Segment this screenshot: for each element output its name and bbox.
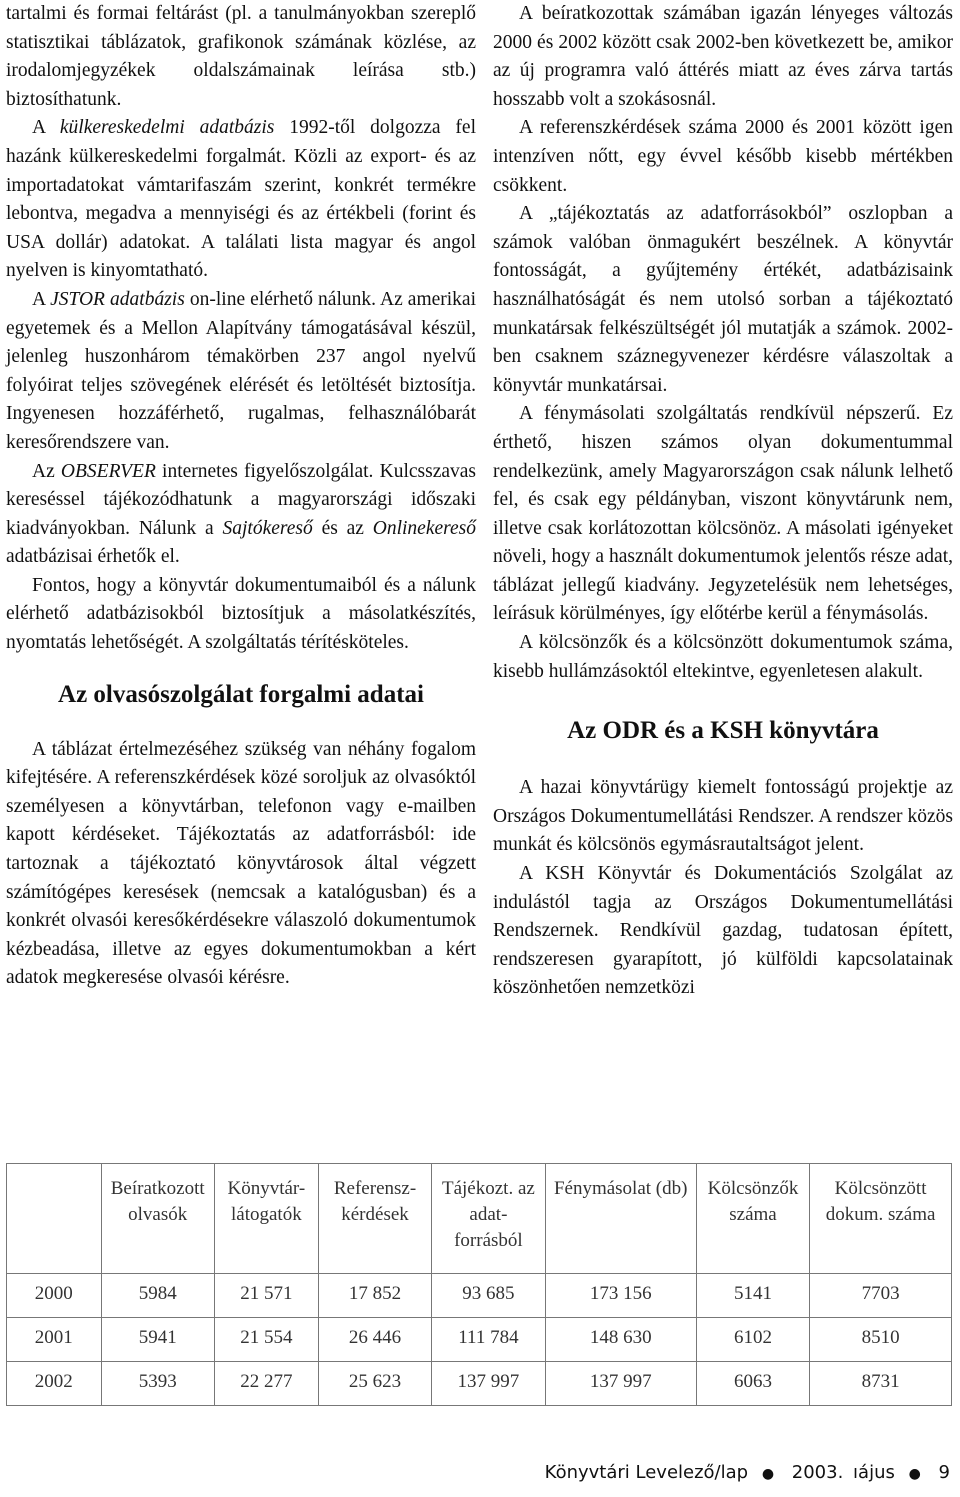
paragraph: A JSTOR adatbázis on-line elérhető nálunk. Az amerikai egyetemek és a Mellon Alapítvány támogatásával készül, jelenleg huszonhárom témakörben 237 angol nyelvű folyóirat teljes szövegének elérését és letöltését biztosítja. Ingyenesen hozzáférhető, rugalmas, felhasználóbarát keresőrendszere van.: [6, 288, 476, 453]
table-cell: 5984: [101, 1274, 214, 1318]
database-name: Onlinekereső: [372, 517, 476, 539]
paragraph: A „tájékoztatás az adatforrásokból” oszlopban a számok valóban önmagukért beszélnek. A könyvtár fontosságát, a gyűjtemény értékét, adatbázisaink használhatóságát és nem utolsó sorban a tájékoztató munkatársak felkészültségét jól mutatják a számok. 2002-ben csaknem száznegyvenezer kérdésre válaszoltak a könyvtár munkatársai.: [493, 203, 953, 396]
table-header-cell: Könyvtár-látogatók: [214, 1164, 318, 1274]
database-name: OBSERVER: [60, 460, 156, 482]
table-row: [7, 1362, 952, 1406]
paragraph: A fénymásolati szolgáltatás rendkívül népszerű. Ez érthető, hiszen számos olyan dokumentummal rendelkezünk, amely Magyarországon csak nálunk lelhető fel, és csak egy példányban, viszont könyvtárunk nem, illetve csak korlátozottan kölcsönöz. A másolati igényeket növeli, hogy a használt dokumentumok jelentős része adat, táblázat jellegű kiadvány. Jegyzetelésük nem lehetséges, leírásuk körülményes, így előtérbe kerül a fénymásolás.: [493, 403, 953, 625]
paragraph: A kölcsönzők és a kölcsönzött dokumentumok száma, kisebb hullámzásoktól eltekintve, egyenletesen alakult.: [493, 632, 953, 682]
paragraph: tartalmi és formai feltárást (pl. a tanulmányokban szereplő statisztikai táblázatok, grafikonok számának közlése, az irodalomjegyzékek oldalszámainak leírása stb.) biztosíthatunk.: [6, 3, 476, 110]
table-cell: 26 446: [318, 1318, 431, 1362]
table-row: [7, 1274, 952, 1318]
footer-month: ıájus: [853, 1462, 895, 1483]
table-cell: 5393: [101, 1362, 214, 1406]
table-header-cell: Kölcsönzött dokum. száma: [810, 1164, 952, 1274]
table-cell: 6063: [696, 1362, 809, 1406]
paragraph: A táblázat értelmezéséhez szükség van néhány fogalom kifejtésére. A referenszkérdések közé soroljuk az olvasóktól személyesen a könyvtárban, telefonon vagy e-mailben kapott kérdéseket. Tájékoztatás az adatforrásból: ide tartoznak a tájékoztató könyvtárosok által végzett számítógépes keresések (nemcsak a katalógusban) és a konkrét olvasói keresőkérdésekre válaszoló dokumentumok kézbeadása, illetve az egyes dokumentumokban a kért adatok megkeresése olvasói kérésre.: [6, 738, 476, 989]
table-header-cell: [7, 1164, 102, 1274]
table-cell: 7703: [810, 1274, 952, 1318]
table-cell: 8731: [810, 1362, 952, 1406]
year-cell: 2000: [7, 1274, 102, 1318]
table-header-cell: Beíratkozott olvasók: [101, 1164, 214, 1274]
section-heading: Az ODR és a KSH könyvtára: [567, 717, 879, 745]
statistics-table: [6, 1163, 952, 1406]
table-cell: 6102: [696, 1318, 809, 1362]
table-cell: 5941: [101, 1318, 214, 1362]
table-cell: 21 571: [214, 1274, 318, 1318]
paragraph: A beíratkozottak számában igazán lényeges változás 2000 és 2002 között csak 2002-ben következett be, amikor az új programra való áttérés miatt az éves zárva tartás hosszabb volt a szokásosnál.: [493, 3, 953, 110]
table-cell: 17 852: [318, 1274, 431, 1318]
table-cell: 25 623: [318, 1362, 431, 1406]
left-column: [6, 0, 476, 993]
table-cell: 22 277: [214, 1362, 318, 1406]
paragraph: A KSH Könyvtár és Dokumentációs Szolgálat az indulástól tagja az Országos Dokumentumellátási Rendszernek. Rendkívül gazdag, tudatosan épített, rendszeresen gyarapított, jó külföldi kapcsolatainak köszönhetően nemzetközi: [493, 863, 953, 999]
year-cell: 2002: [7, 1362, 102, 1406]
table-cell: 173 156: [545, 1274, 696, 1318]
table-cell: 137 997: [432, 1362, 545, 1406]
table-header-cell: Kölcsönzők száma: [696, 1164, 809, 1274]
bullet-separator: ●: [908, 1466, 921, 1482]
year-cell: 2001: [7, 1318, 102, 1362]
page-footer: [541, 1462, 950, 1483]
bullet-separator: ●: [761, 1466, 775, 1482]
table-cell: 8510: [810, 1318, 952, 1362]
database-name: JSTOR adatbázis: [50, 288, 185, 310]
paragraph: A külkereskedelmi adatbázis 1992-től dolgozza fel hazánk külkereskedelmi forgalmát. Közli az export- és az importadatokat vámtarifaszám szerint, konkrét termékre lebontva, megadva a mennyiségi és az értékbeli (forint és USA dollár) adatokat. A találati lista magyar és angol nyelven is kinyomtatható.: [6, 117, 476, 282]
table-cell: 148 630: [545, 1318, 696, 1362]
paragraph: Fontos, hogy a könyvtár dokumentumaiból és a nálunk elérhető adatbázisokból biztosítjuk a másolatkészítés, nyomtatás lehetőségét. A szolgáltatás térítésköteles.: [6, 574, 476, 654]
page-number: 9: [938, 1462, 950, 1483]
table-header-row: [7, 1164, 952, 1274]
footer-year: 2003.: [791, 1462, 844, 1483]
table-header-cell: Fénymásolat (db): [545, 1164, 696, 1274]
right-column: [493, 0, 953, 1003]
table-header-cell: Referensz-kérdések: [318, 1164, 431, 1274]
paragraph: A hazai könyvtárügy kiemelt fontosságú projektje az Országos Dokumentumellátási Rendszer. A rendszer közös munkát és kölcsönös egymásrautaltságot jelent.: [493, 777, 953, 856]
paragraph: Az OBSERVER internetes figyelőszolgálat. Kulcsszavas kereséssel tájékozódhatunk a magyarországi időszaki kiadványokban. Nálunk a Sajtókereső és az Onlinekereső adatbázisai érhetők el.: [6, 460, 476, 568]
journal-title: Könyvtári Levelező/lap: [544, 1462, 749, 1483]
table-cell: 21 554: [214, 1318, 318, 1362]
table-cell: 5141: [696, 1274, 809, 1318]
section-heading: Az olvasószolgálat forgalmi adatai: [58, 680, 424, 708]
table-cell: 137 997: [545, 1362, 696, 1406]
database-name: Sajtókereső: [222, 517, 313, 539]
database-name: külkereskedelmi adatbázis: [59, 117, 275, 139]
paragraph: A referenszkérdések száma 2000 és 2001 között igen intenzíven nőtt, egy évvel később kisebb mértékben csökkent.: [493, 117, 953, 196]
table-row: [7, 1318, 952, 1362]
table-cell: 111 784: [432, 1318, 545, 1362]
table-cell: 93 685: [432, 1274, 545, 1318]
table-header-cell: Tájékozt. az adat-forrásból: [432, 1164, 545, 1274]
